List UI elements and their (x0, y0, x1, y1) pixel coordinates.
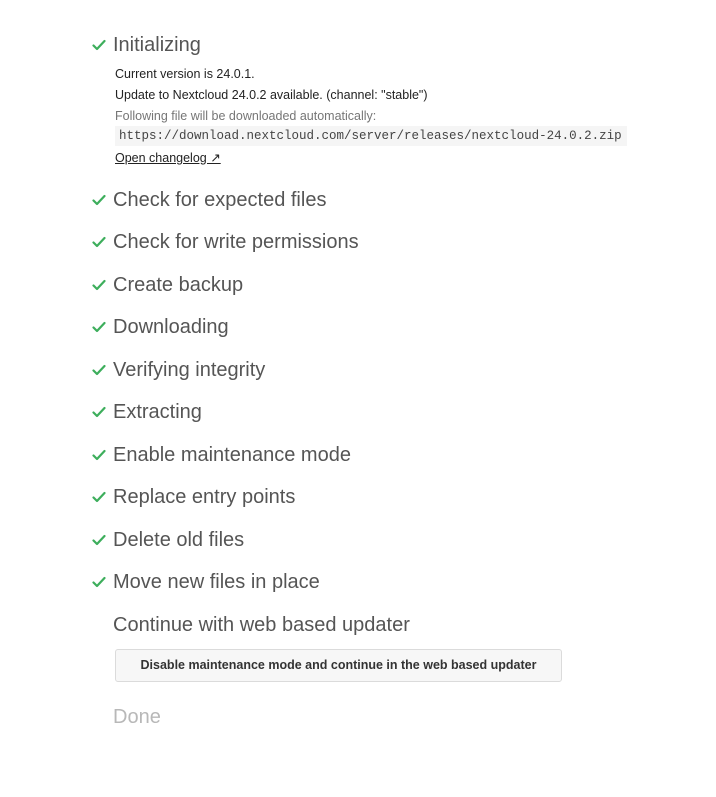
step-title: Done (113, 706, 161, 728)
update-available-text: Update to Nextcloud 24.0.2 available. (channel: "stable") (115, 88, 428, 102)
checkmark-icon (92, 321, 106, 333)
download-url: https://download.nextcloud.com/server/releases/nextcloud-24.0.2.zip (115, 126, 627, 146)
step-title: Check for expected files (113, 189, 327, 211)
checkmark-icon (92, 406, 106, 418)
step-delete-old-files (0, 525, 716, 555)
initializing-details (115, 64, 627, 167)
step-replace-entry-points (0, 482, 716, 512)
step-done (0, 702, 716, 732)
step-title: Downloading (113, 316, 229, 338)
step-enable-maintenance-mode (0, 440, 716, 470)
step-downloading (0, 312, 716, 342)
checkmark-icon (92, 534, 106, 546)
download-url-wrapper (115, 126, 627, 147)
checkmark-icon (92, 236, 106, 248)
step-title: Replace entry points (113, 486, 296, 508)
current-version-text: Current version is 24.0.1. (115, 67, 255, 81)
disable-maintenance-continue-button[interactable]: Disable maintenance mode and continue in the web based updater (115, 649, 562, 682)
step-create-backup (0, 270, 716, 300)
checkmark-icon (92, 576, 106, 588)
step-verifying-integrity (0, 355, 716, 385)
step-title: Extracting (113, 401, 202, 423)
step-initializing (0, 30, 716, 165)
step-title: Verifying integrity (113, 359, 266, 381)
download-note-text: Following file will be downloaded automatically: (115, 109, 377, 123)
step-title: Initializing (113, 34, 201, 56)
step-title: Enable maintenance mode (113, 444, 351, 466)
checkmark-icon (92, 39, 106, 51)
step-title: Delete old files (113, 529, 245, 551)
step-continue-web-updater (0, 610, 716, 640)
checkmark-icon (92, 364, 106, 376)
open-changelog-link[interactable]: Open changelog ↗ (115, 151, 221, 165)
step-title: Move new files in place (113, 571, 320, 593)
step-check-expected-files (0, 185, 716, 215)
checkmark-icon (92, 194, 106, 206)
step-title: Create backup (113, 274, 244, 296)
step-title: Continue with web based updater (113, 614, 410, 636)
checkmark-icon (92, 449, 106, 461)
step-move-new-files (0, 567, 716, 597)
step-check-write-permissions (0, 227, 716, 257)
step-extracting (0, 397, 716, 427)
checkmark-icon (92, 491, 106, 503)
checkmark-icon (92, 279, 106, 291)
step-title: Check for write permissions (113, 231, 359, 253)
changelog-wrapper (115, 147, 627, 167)
